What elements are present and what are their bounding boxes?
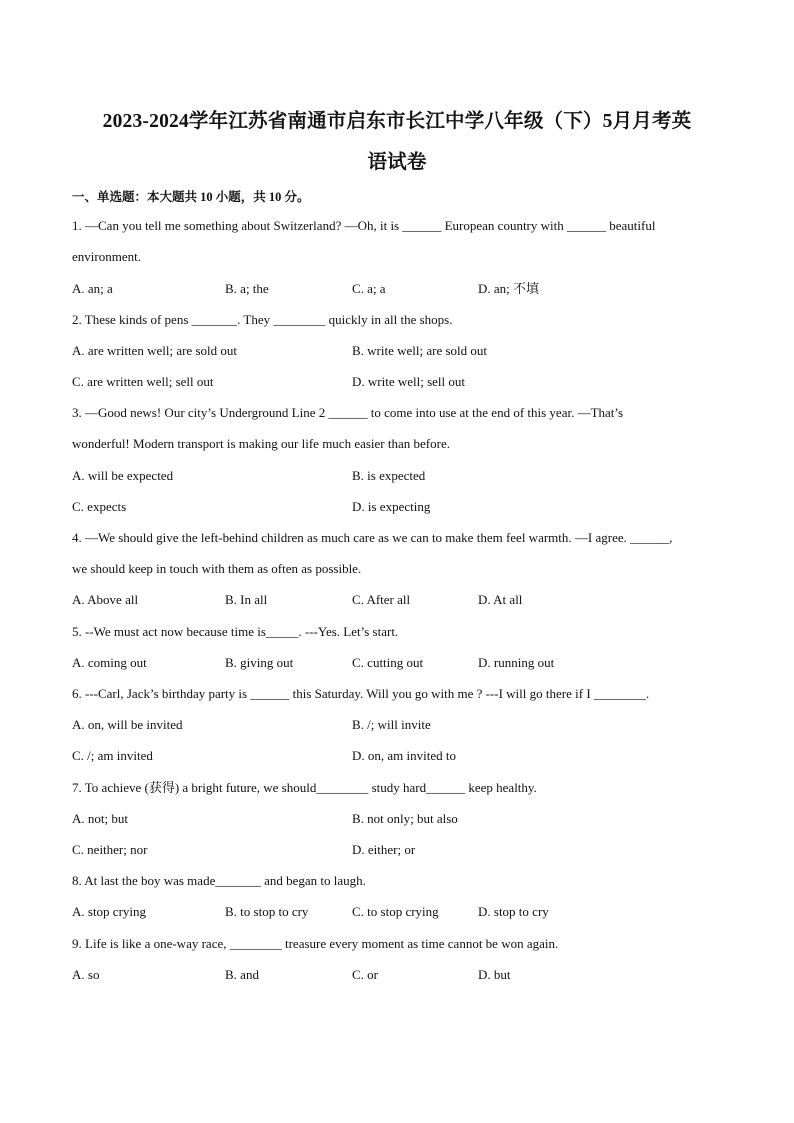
question-3-text-line-1: 3. —Good news! Our city’s Underground Line 2 ______ to come into use at the end of this year. —That’s xyxy=(72,405,624,420)
question-2-text-line-1: 2. These kinds of pens _______. They ________ quickly in all the shops. xyxy=(72,312,453,327)
question-3-option-c: C. expects xyxy=(72,499,127,514)
question-1-option-a: A. an; a xyxy=(72,281,113,296)
question-8-text-line-1: 8. At last the boy was made_______ and began to laugh. xyxy=(72,873,366,888)
question-4-option-b: B. In all xyxy=(225,592,268,607)
question-9-option-c: C. or xyxy=(352,967,378,982)
section-heading: 一、单选题：本大题共 10 小题，共 10 分。 xyxy=(72,190,310,204)
question-8-option-d: D. stop to cry xyxy=(478,904,549,919)
question-6-option-a: A. on, will be invited xyxy=(72,717,183,732)
exam-title-line-2: 语试卷 xyxy=(367,152,427,173)
question-6-option-d: D. on, am invited to xyxy=(352,748,456,763)
question-5-option-c: C. cutting out xyxy=(352,655,424,670)
question-5-text-line-1: 5. --We must act now because time is_____. ---Yes. Let’s start. xyxy=(72,624,399,639)
question-1-text-line-1: 1. —Can you tell me something about Switzerland? —Oh, it is ______ European country with ______ beautiful xyxy=(72,218,656,233)
question-2-option-d: D. write well; sell out xyxy=(352,374,466,389)
question-4-option-d: D. At all xyxy=(478,592,523,607)
question-4-text-line-1: 4. —We should give the left-behind children as much care as we can to make them feel warmth. —I agree. ______, xyxy=(72,530,673,545)
question-7-text-line-1: 7. To achieve (获得) a bright future, we should________ study hard______ keep healthy. xyxy=(72,780,537,795)
question-3-option-b: B. is expected xyxy=(352,468,426,483)
question-3-option-a: A. will be expected xyxy=(72,468,174,483)
question-7-option-c: C. neither; nor xyxy=(72,842,148,857)
question-3-option-d: D. is expecting xyxy=(352,499,431,514)
question-9-option-b: B. and xyxy=(225,967,259,982)
question-1-text-line-2: environment. xyxy=(72,249,141,264)
question-4-option-c: C. After all xyxy=(352,592,411,607)
question-9-option-a: A. so xyxy=(72,967,100,982)
question-2-option-b: B. write well; are sold out xyxy=(352,343,488,358)
question-3-text-line-2: wonderful! Modern transport is making our life much easier than before. xyxy=(72,436,450,451)
question-6-option-b: B. /; will invite xyxy=(352,717,431,732)
question-6-option-c: C. /; am invited xyxy=(72,748,153,763)
question-1-option-b: B. a; the xyxy=(225,281,269,296)
question-4-option-a: A. Above all xyxy=(72,592,139,607)
question-5-option-d: D. running out xyxy=(478,655,555,670)
question-7-option-a: A. not; but xyxy=(72,811,128,826)
exam-title-line-1: 2023-2024学年江苏省南通市启东市长江中学八年级（下）5月月考英 xyxy=(102,111,692,132)
question-5-option-b: B. giving out xyxy=(225,655,294,670)
question-9-text-line-1: 9. Life is like a one-way race, ________ treasure every moment as time cannot be won again. xyxy=(72,936,559,951)
question-4-text-line-2: we should keep in touch with them as often as possible. xyxy=(72,561,362,576)
question-7-option-b: B. not only; but also xyxy=(352,811,458,826)
question-5-option-a: A. coming out xyxy=(72,655,147,670)
question-8-option-a: A. stop crying xyxy=(72,904,147,919)
question-6-text-line-1: 6. ---Carl, Jack’s birthday party is ______ this Saturday. Will you go with me ? ---I will go there if I ________. xyxy=(72,686,650,701)
question-8-option-b: B. to stop to cry xyxy=(225,904,309,919)
question-2-option-a: A. are written well; are sold out xyxy=(72,343,237,358)
question-7-option-d: D. either; or xyxy=(352,842,416,857)
question-2-option-c: C. are written well; sell out xyxy=(72,374,214,389)
question-1-option-c: C. a; a xyxy=(352,281,386,296)
question-9-option-d: D. but xyxy=(478,967,511,982)
question-1-option-d: D. an; 不填 xyxy=(478,281,540,296)
question-8-option-c: C. to stop crying xyxy=(352,904,439,919)
